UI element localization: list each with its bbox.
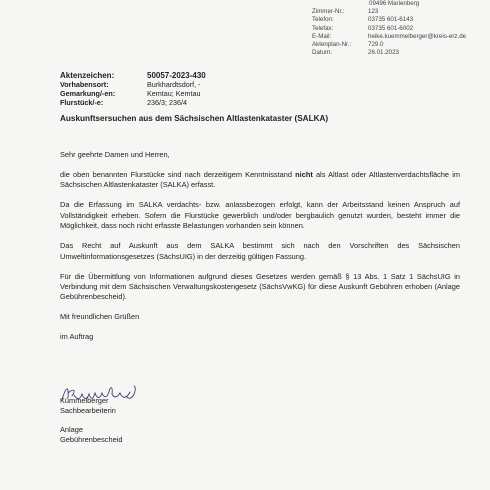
address-line: 09496 Marienberg <box>369 0 420 7</box>
header-row: Datum: 26.01.2023 <box>312 49 399 57</box>
meta-row-vorhabensort: Vorhabensort: Burkhardtsdorf, - <box>60 80 201 90</box>
case-metadata <box>60 71 206 107</box>
emphasis-nicht: nicht <box>295 170 313 179</box>
attachment-item: Gebührenbescheid <box>60 435 123 445</box>
subject-line: Auskunftsersuchen aus dem Sächsischen Altlastenkataster (SALKA) <box>60 114 329 123</box>
paragraph-2: Da die Erfassung im SALKA verdachts- bzw. anlassbezogen erfolgt, kann der Arbeitsstand keinen Anspruch auf Vollständigkeit erheben. Sofern die Flurstücke gewerblich und/oder bergbaulich genutzt wurden, besteht immer die Möglichkeit, dass noch nicht erfasste Belastungen vorhanden sein können. <box>60 200 460 231</box>
salutation: Sehr geehrte Damen und Herren, <box>60 150 170 159</box>
paragraph-1: die oben benannten Flurstücke sind nach derzeitigem Kenntnisstand nicht als Altlast oder Altlastenverdachtsfläche im Sächsischen Altlastenkataster (SALKA) erfasst. <box>60 170 460 190</box>
attachment-label: Anlage <box>60 425 84 434</box>
header-row: E-Mail: heike.kuemmelberger@kreis-erz.de <box>312 32 467 40</box>
paragraph-4: Für die Übermittlung von Informationen aufgrund dieses Gesetzes werden gemäß § 13 Abs. 1 Satz 1 SächsUIG in Verbindung mit dem Sächsischen Verwaltungskostengesetz (SächsVwKG) für diese Auskunft Gebühren erhoben (Anlage Gebührenbescheid). <box>60 271 460 302</box>
paragraph-3: Das Recht auf Auskunft aus dem SALKA bestimmt sich nach den Vorschriften des Sächsischen Umweltinformationsgesetzes (SächsUIG) in der derzeitig gültigen Fassung. <box>60 241 460 261</box>
signatory-name: Kümmelberger <box>60 396 109 405</box>
attachment-block <box>60 425 122 445</box>
closing: Mit freundlichen Grüßen <box>60 312 140 322</box>
header-row: Telefon: 03735 601-6143 <box>312 16 414 24</box>
meta-row-gemarkung: Gemarkung/-en: Kemtau; Kemtau <box>60 89 201 99</box>
letter-body <box>60 150 460 352</box>
header-row: Zimmer-Nr.: 123 <box>312 8 379 16</box>
meta-row-flurstueck: Flurstück/-e: 236/3; 236/4 <box>60 98 187 108</box>
on-behalf: im Auftrag <box>60 332 94 342</box>
signatory <box>60 396 116 416</box>
header-row: Telefax: 03735 601-6002 <box>312 24 414 32</box>
header-row: Aktenplan-Nr.: 729.0 <box>312 41 384 49</box>
meta-row-aktenzeichen: Aktenzeichen: 50057-2023-430 <box>60 71 206 80</box>
contact-header <box>312 0 466 57</box>
signatory-role: Sachbearbeiterin <box>60 406 116 416</box>
